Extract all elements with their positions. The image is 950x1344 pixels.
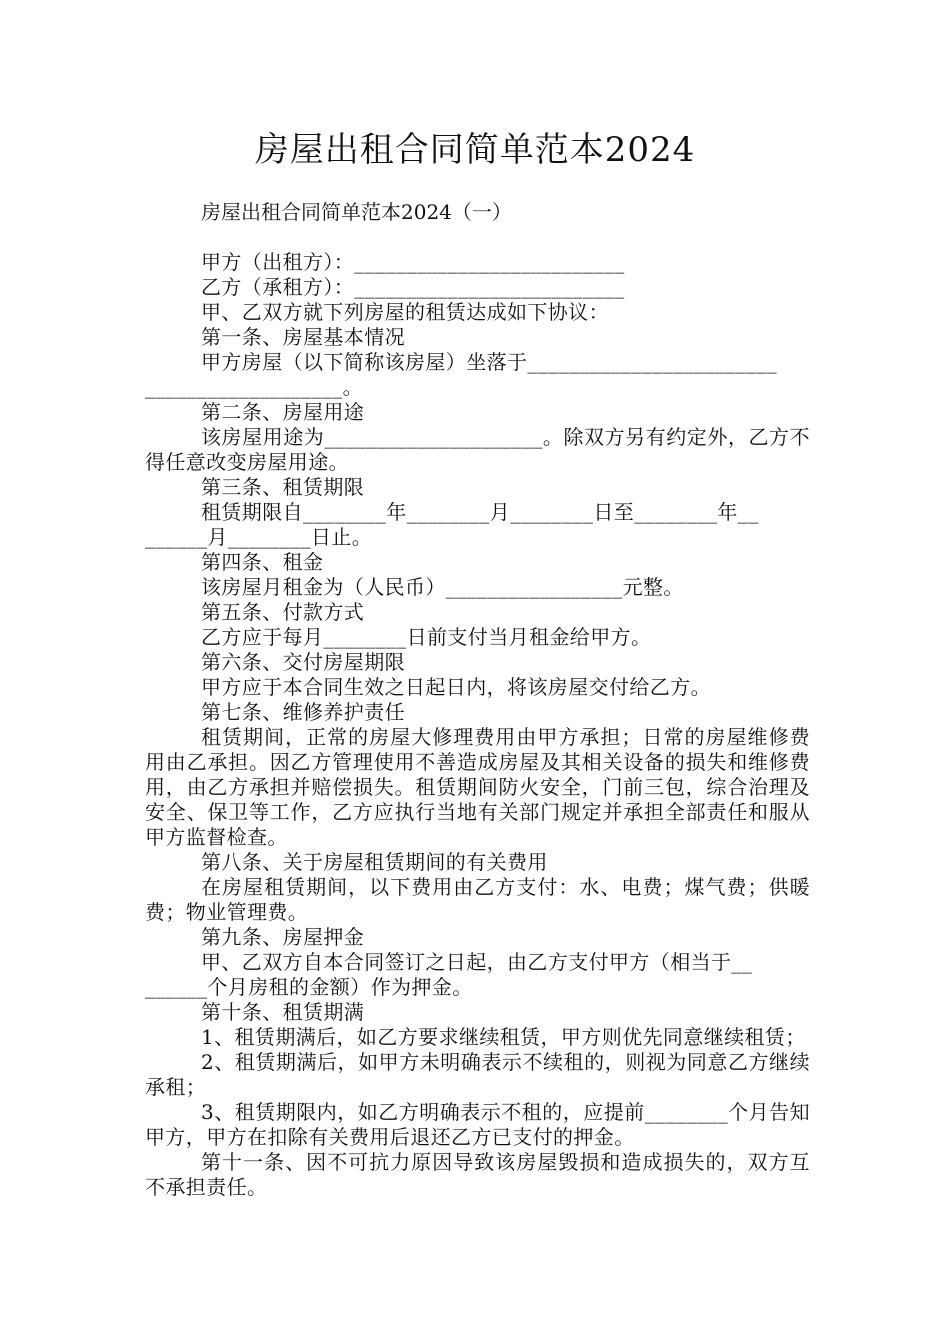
article-2-body: 该房屋用途为_____________________。除双方另有约定外，乙方不得任意改变房屋用途。 <box>145 425 810 474</box>
article-7-title: 第七条、维修养护责任 <box>201 700 405 724</box>
article-9-body-line-2: ______个月房租的金额）作为押金。 <box>145 975 473 999</box>
article-10-item-1: 1、租赁期满后，如乙方要求继续租赁，甲方则优先同意继续租赁； <box>201 1025 806 1049</box>
article-4-title: 第四条、租金 <box>201 550 324 574</box>
party-b-line: 乙方（承租方）：__________________________ <box>201 275 625 299</box>
party-a-line: 甲方（出租方）：__________________________ <box>201 250 625 274</box>
article-3-body-line-2: ______月________日止。 <box>145 525 373 549</box>
article-9-title: 第九条、房屋押金 <box>201 925 365 949</box>
article-10-item-2: 2、租赁期满后，如甲方未明确表示不续租的，则视为同意乙方继续承租； <box>145 1050 810 1099</box>
article-8-body: 在房屋租赁期间，以下费用由乙方支付：水、电费；煤气费；供暖费；物业管理费。 <box>145 875 810 924</box>
article-7-body: 租赁期间，正常的房屋大修理费用由甲方承担；日常的房屋维修费用由乙承担。因乙方管理使用不善造成房屋及其相关设备的损失和维修费用，由乙方承担并赔偿损失。租赁期间防火安全，门前三包，综合治理及安全、保卫等工作，乙方应执行当地有关部门规定并承担全部责任和服从甲方监督检查。 <box>145 725 810 849</box>
document-subtitle: 房屋出租合同简单范本2024（一） <box>201 200 512 224</box>
article-5-title: 第五条、付款方式 <box>201 600 365 624</box>
article-3-title: 第三条、租赁期限 <box>201 475 365 499</box>
article-8-title: 第八条、关于房屋租赁期间的有关费用 <box>201 850 548 874</box>
article-6-body: 甲方应于本合同生效之日起日内，将该房屋交付给乙方。 <box>201 675 711 699</box>
article-1-body-line-2: ___________________。 <box>145 375 363 399</box>
article-10-item-3: 3、租赁期限内，如乙方明确表示不租的，应提前________个月告知甲方，甲方在扣除有关费用后退还乙方已支付的押金。 <box>145 1100 810 1149</box>
article-6-title: 第六条、交付房屋期限 <box>201 650 405 674</box>
document-title: 房屋出租合同简单范本2024 <box>254 130 696 170</box>
article-11: 第十一条、因不可抗力原因导致该房屋毁损和造成损失的，双方互不承担责任。 <box>145 1150 810 1199</box>
article-3-body-line-1: 租赁期限自________年________月________日至________年__ <box>201 500 759 524</box>
article-2-title: 第二条、房屋用途 <box>201 400 365 424</box>
contract-body <box>145 250 810 1200</box>
article-4-body: 该房屋月租金为（人民币）_________________元整。 <box>201 575 684 599</box>
article-1-body-line-1: 甲方房屋（以下简称该房屋）坐落于________________________ <box>201 350 777 374</box>
article-5-body: 乙方应于每月________日前支付当月租金给甲方。 <box>201 625 652 649</box>
intro-line: 甲、乙双方就下列房屋的租赁达成如下协议： <box>201 300 609 324</box>
article-10-title: 第十条、租赁期满 <box>201 1000 365 1024</box>
article-9-body-line-1: 甲、乙双方自本合同签订之日起，由乙方支付甲方（相当于__ <box>201 950 753 974</box>
article-1-title: 第一条、房屋基本情况 <box>201 325 405 349</box>
